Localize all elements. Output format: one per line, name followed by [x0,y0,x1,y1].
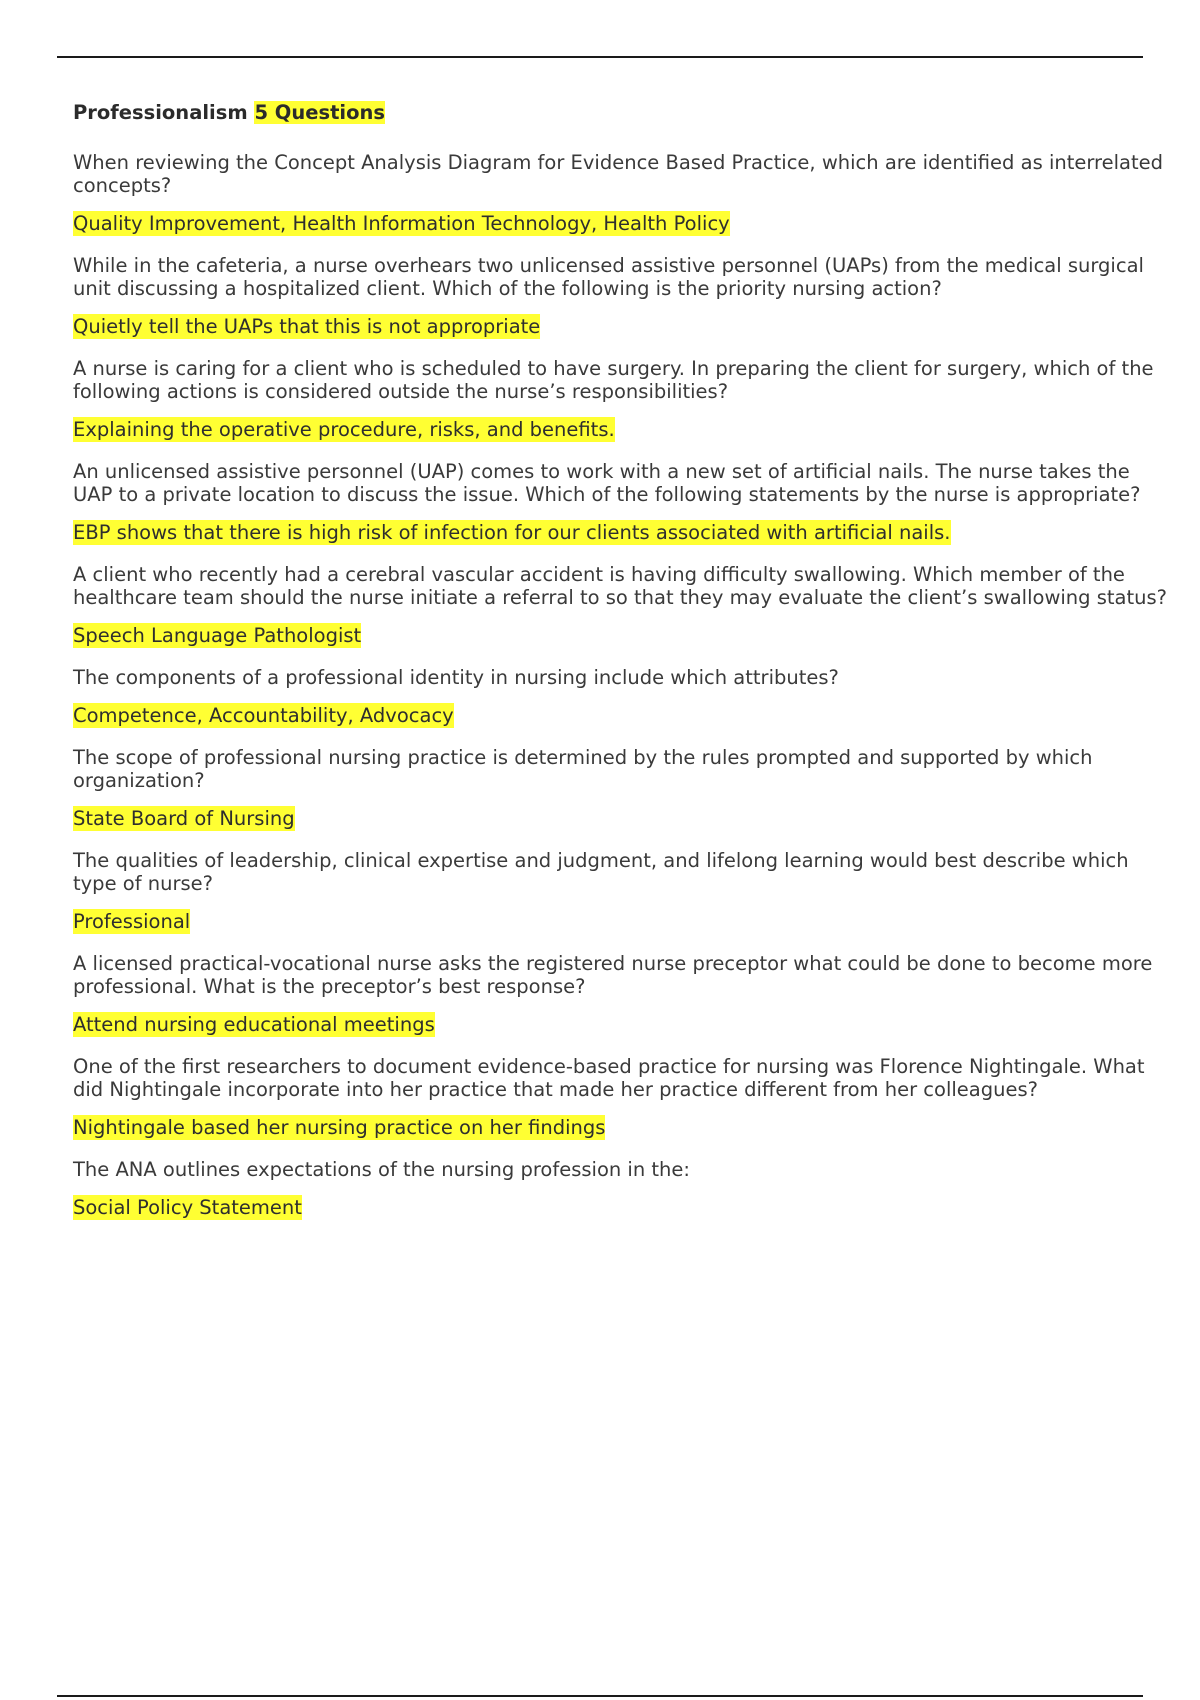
answer-text [73,909,1173,935]
answer-highlight: State Board of Nursing [73,807,295,830]
qa-item-4 [73,460,1173,546]
answer-text [73,1012,1173,1038]
answer-text [73,1115,1173,1141]
page-title [73,100,1173,126]
question-text: A licensed practical-vocational nurse asks the registered nurse preceptor what could be done to become more professional. What is the preceptor’s best response? [73,952,1153,998]
title-text: Professionalism [73,101,248,124]
qa-item-11 [73,1158,1173,1221]
qa-item-5 [73,563,1173,649]
answer-highlight: Social Policy Statement [73,1196,302,1219]
question-text: The components of a professional identity in nursing include which attributes? [73,666,839,689]
answer-highlight: Speech Language Pathologist [73,624,362,647]
answer-highlight: Quietly tell the UAPs that this is not appropriate [73,315,541,338]
top-rule [57,56,1143,58]
title-highlight: 5 Questions [254,101,385,124]
qa-item-9 [73,952,1173,1038]
question-text: A client who recently had a cerebral vascular accident is having difficulty swallowing. Which member of the healthcare team should the nurse initiate a referral to so that they may evaluate the client’s swallowing status? [73,563,1168,609]
answer-highlight: Attend nursing educational meetings [73,1013,435,1036]
qa-item-3 [73,357,1173,443]
answer-text [73,520,1173,546]
question-text: An unlicensed assistive personnel (UAP) comes to work with a new set of artificial nails. The nurse takes the UAP to a private location to discuss the issue. Which of the following statements by the nurse is appropriate? [73,460,1141,506]
qa-item-8 [73,849,1173,935]
qa-item-7 [73,746,1173,832]
question-text: When reviewing the Concept Analysis Diagram for Evidence Based Practice, which are identified as interrelated concepts? [73,151,1164,197]
answer-highlight: Competence, Accountability, Advocacy [73,704,454,727]
answer-highlight: Nightingale based her nursing practice on her findings [73,1116,606,1139]
question-text: The ANA outlines expectations of the nursing profession in the: [73,1158,690,1181]
document-body [73,100,1173,1238]
answer-highlight: Explaining the operative procedure, risks, and benefits. [73,418,615,441]
answer-text [73,314,1173,340]
question-text: A nurse is caring for a client who is scheduled to have surgery. In preparing the client for surgery, which of the following actions is considered outside the nurse’s responsibilities? [73,357,1154,403]
qa-item-10 [73,1055,1173,1141]
question-text: The scope of professional nursing practice is determined by the rules prompted and supported by which organization? [73,746,1093,792]
bottom-rule [57,1695,1143,1697]
answer-text [73,211,1173,237]
answer-text [73,1195,1173,1221]
qa-item-1 [73,151,1173,237]
question-text: One of the first researchers to document evidence-based practice for nursing was Florence Nightingale. What did Nightingale incorporate into her practice that made her practice different from her colleagues? [73,1055,1145,1101]
answer-highlight: Quality Improvement, Health Information Technology, Health Policy [73,212,730,235]
question-text: The qualities of leadership, clinical expertise and judgment, and lifelong learning would best describe which type of nurse? [73,849,1129,895]
answer-highlight: EBP shows that there is high risk of infection for our clients associated with artificial nails. [73,521,951,544]
qa-item-6 [73,666,1173,729]
qa-item-2 [73,254,1173,340]
answer-text [73,806,1173,832]
answer-text [73,623,1173,649]
answer-text [73,417,1173,443]
answer-highlight: Professional [73,910,191,933]
answer-text [73,703,1173,729]
question-text: While in the cafeteria, a nurse overhears two unlicensed assistive personnel (UAPs) from the medical surgical unit discussing a hospitalized client. Which of the following is the priority nursing action? [73,254,1144,300]
